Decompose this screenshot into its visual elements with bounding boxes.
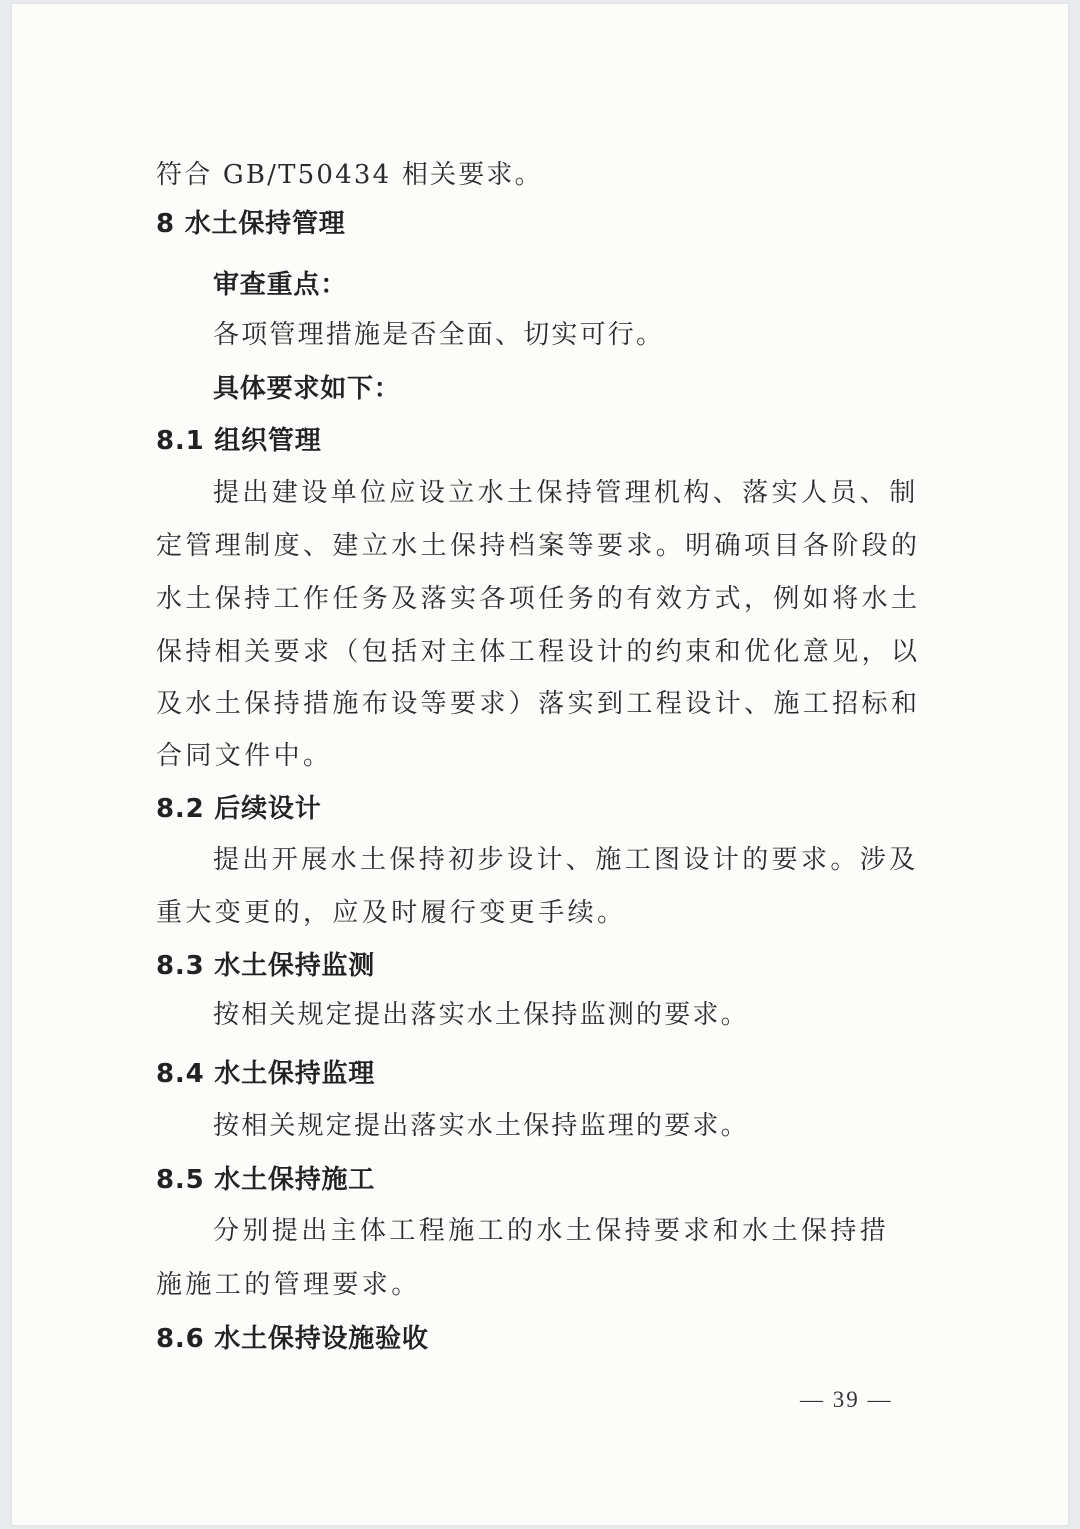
paragraph-8-3: 按相关规定提出落实水土保持监测的要求。 [213, 1000, 749, 1030]
paragraph-8-4: 按相关规定提出落实水土保持监理的要求。 [213, 1111, 749, 1141]
paragraph-8-2-line: 重大变更的，应及时履行变更手续。 [156, 898, 627, 928]
section-heading-8-1: 8.1 组织管理 [156, 426, 322, 456]
section-heading-8-4: 8.4 水土保持监理 [156, 1059, 376, 1089]
review-focus-text: 各项管理措施是否全面、切实可行。 [213, 320, 665, 350]
section-heading-8-6: 8.6 水土保持设施验收 [156, 1324, 429, 1354]
section-heading-8: 8 水土保持管理 [156, 209, 346, 239]
page-number: — 39 — [800, 1387, 893, 1412]
paragraph-8-1-line: 保持相关要求（包括对主体工程设计的约束和优化意见，以 [156, 637, 921, 667]
review-focus-label: 审查重点： [213, 270, 348, 300]
paragraph-8-2-line: 提出开展水土保持初步设计、施工图设计的要求。涉及 [213, 845, 919, 875]
paragraph-8-1-line: 水土保持工作任务及落实各项任务的有效方式，例如将水土 [156, 584, 921, 614]
paragraph-8-1-line: 提出建设单位应设立水土保持管理机构、落实人员、制 [213, 478, 919, 508]
section-heading-8-2: 8.2 后续设计 [156, 794, 322, 824]
specific-requirements-label: 具体要求如下： [213, 374, 401, 404]
section-heading-8-5: 8.5 水土保持施工 [156, 1165, 376, 1195]
paragraph-8-5-line: 分别提出主体工程施工的水土保持要求和水土保持措 [213, 1216, 890, 1246]
paragraph-8-1-line: 合同文件中。 [156, 741, 333, 771]
paragraph-8-1-line: 及水土保持措施布设等要求）落实到工程设计、施工招标和 [156, 689, 921, 719]
paragraph-8-1-line: 定管理制度、建立水土保持档案等要求。明确项目各阶段的 [156, 531, 921, 561]
paragraph-8-5-line: 施施工的管理要求。 [156, 1270, 421, 1300]
text-line-gb-requirement: 符合 GB/T50434 相关要求。 [156, 160, 543, 190]
section-heading-8-3: 8.3 水土保持监测 [156, 951, 376, 981]
